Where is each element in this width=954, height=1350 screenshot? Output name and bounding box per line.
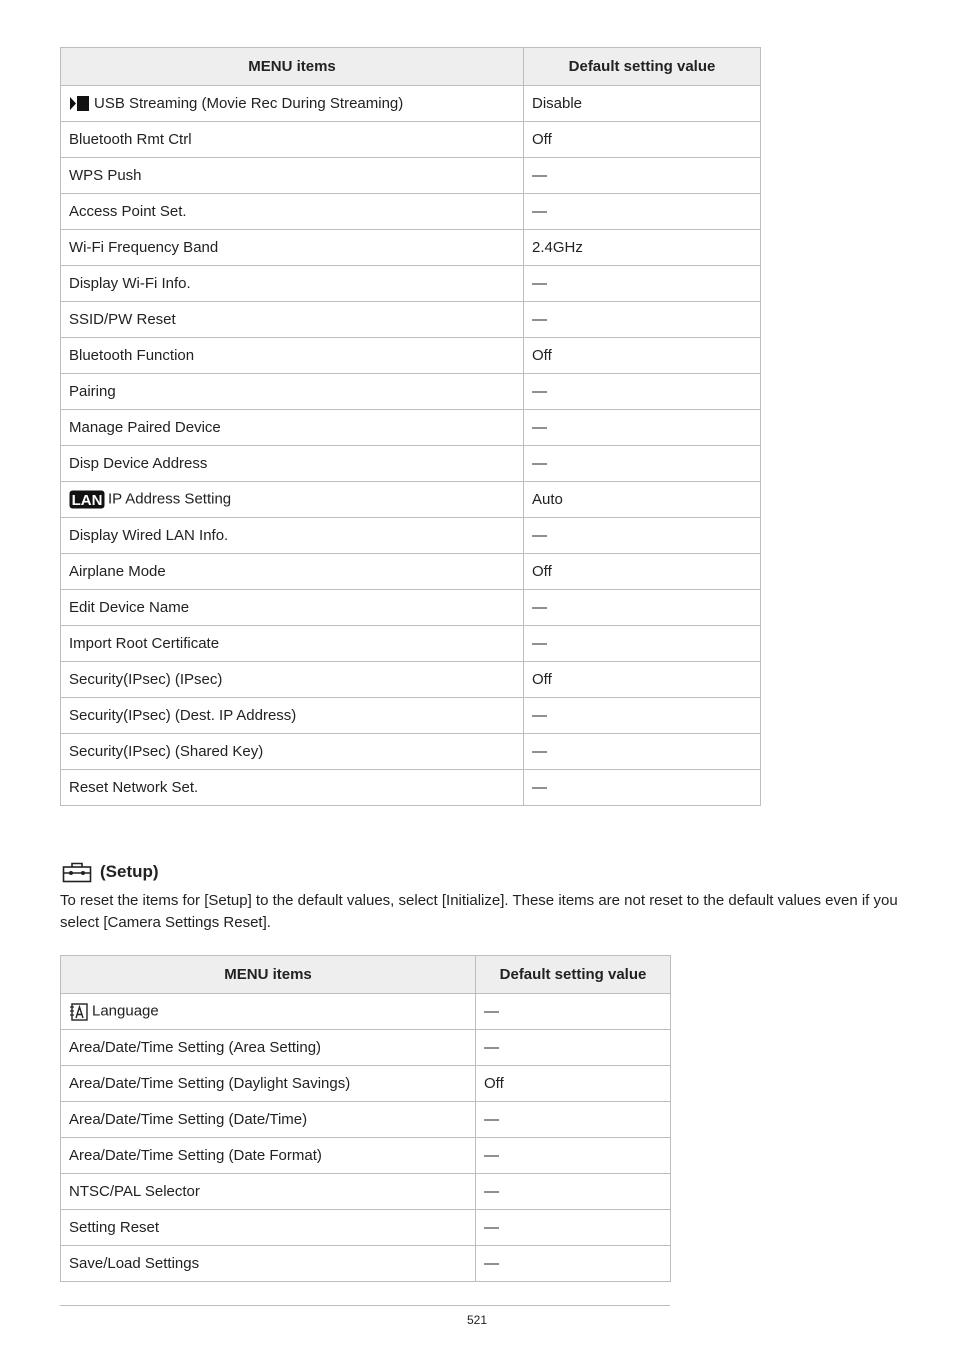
menu-item-cell: [61, 1210, 476, 1246]
menu-item-edit-device-name: Edit Device Name: [69, 599, 190, 616]
menu-item-pairing: Pairing: [69, 383, 116, 400]
table-row: [61, 446, 761, 482]
default-value-cell: —: [476, 1102, 671, 1138]
table-row: [61, 554, 761, 590]
column-header-menu-items: MENU items: [61, 956, 476, 994]
setup-settings-table: [60, 955, 671, 1282]
menu-item-cell: [61, 194, 524, 230]
menu-item-ssid-pw-reset: SSID/PW Reset: [69, 311, 176, 328]
menu-item-display-wi-fi-info: Display Wi-Fi Info.: [69, 275, 191, 292]
default-value-cell: —: [524, 266, 761, 302]
page-number: 521: [466, 1313, 488, 1327]
table-row: [61, 410, 761, 446]
menu-item-cell: [61, 518, 524, 554]
table-row: [61, 590, 761, 626]
default-value-cell: —: [524, 374, 761, 410]
menu-item-cell: [61, 302, 524, 338]
table-row: [61, 374, 761, 410]
default-value-cell: Off: [524, 554, 761, 590]
default-value-cell: —: [524, 410, 761, 446]
menu-item-cell: [61, 410, 524, 446]
table-row: [61, 230, 761, 266]
default-value-cell: —: [476, 994, 671, 1030]
default-value-cell: —: [524, 734, 761, 770]
default-value-cell: —: [524, 158, 761, 194]
default-value-cell: —: [524, 626, 761, 662]
menu-item-import-root-certificate: Import Root Certificate: [69, 635, 220, 652]
menu-item-cell: [61, 994, 476, 1030]
menu-item-wps-push: WPS Push: [69, 167, 142, 184]
table-row: [61, 518, 761, 554]
table-header-row: [61, 48, 761, 86]
default-value-cell: —: [524, 698, 761, 734]
default-value-cell: —: [476, 1030, 671, 1066]
setup-section-title: [62, 861, 159, 883]
default-value-cell: —: [524, 446, 761, 482]
menu-item-language: Language: [92, 1002, 159, 1020]
table-row: [61, 1138, 671, 1174]
default-value-cell: Off: [476, 1066, 671, 1102]
menu-item-cell: [61, 122, 524, 158]
menu-item-cell: [61, 158, 524, 194]
lan-icon: [69, 490, 105, 509]
column-header-menu-items: MENU items: [61, 48, 524, 86]
footer-divider: [60, 1305, 670, 1306]
menu-item-cell: [61, 1138, 476, 1174]
setup-description: To reset the items for [Setup] to the default values, select [Initialize]. These items are not reset to the default values even if you select [Camera Settings Reset].: [60, 892, 898, 931]
table-row: [61, 266, 761, 302]
menu-item-airplane-mode: Airplane Mode: [69, 563, 166, 580]
menu-item-reset-network-set: Reset Network Set.: [69, 779, 199, 796]
default-value-cell: 2.4GHz: [524, 230, 761, 266]
menu-item-cell: [61, 626, 524, 662]
table-row: [61, 770, 761, 806]
menu-item-ip-address-setting: IP Address Setting: [108, 490, 232, 508]
menu-item-display-wired-lan-info: Display Wired LAN Info.: [69, 527, 229, 544]
default-value-cell: Disable: [524, 86, 761, 122]
menu-item-cell: [61, 734, 524, 770]
table-row: [61, 482, 761, 518]
column-header-default-value: Default setting value: [524, 48, 761, 86]
default-value-cell: Auto: [524, 482, 761, 518]
menu-item-cell: [61, 554, 524, 590]
menu-item-cell: [61, 1102, 476, 1138]
menu-item-cell: [61, 338, 524, 374]
menu-item-wi-fi-frequency-band: Wi-Fi Frequency Band: [69, 239, 219, 256]
default-value-cell: Off: [524, 122, 761, 158]
table-row: [61, 1174, 671, 1210]
network-settings-table: [60, 47, 761, 806]
menu-item-cell: [61, 590, 524, 626]
menu-item-area-date-time-setting-daylight-savings: Area/Date/Time Setting (Daylight Savings): [69, 1075, 351, 1092]
default-value-cell: Off: [524, 338, 761, 374]
menu-item-cell: [61, 698, 524, 734]
table-row: [61, 338, 761, 374]
menu-item-bluetooth-function: Bluetooth Function: [69, 347, 195, 364]
menu-item-cell: [61, 230, 524, 266]
menu-item-usb-streaming-movie-rec-during-streaming: USB Streaming (Movie Rec During Streaming): [94, 94, 404, 112]
default-value-cell: —: [524, 590, 761, 626]
streaming-icon: [69, 95, 91, 112]
menu-item-area-date-time-setting-date-format: Area/Date/Time Setting (Date Format): [69, 1147, 322, 1164]
toolbox-icon: [62, 861, 92, 883]
svg-text:LAN: LAN: [71, 492, 103, 509]
table-row: [61, 194, 761, 230]
menu-item-cell: [61, 1066, 476, 1102]
table-row: [61, 1246, 671, 1282]
default-value-cell: —: [524, 518, 761, 554]
default-value-cell: —: [524, 194, 761, 230]
table-row: [61, 86, 761, 122]
default-value-cell: —: [476, 1246, 671, 1282]
default-value-cell: —: [476, 1210, 671, 1246]
menu-item-ntsc-pal-selector: NTSC/PAL Selector: [69, 1183, 200, 1200]
default-value-cell: Off: [524, 662, 761, 698]
menu-item-area-date-time-setting-date-time: Area/Date/Time Setting (Date/Time): [69, 1111, 308, 1128]
menu-item-setting-reset: Setting Reset: [69, 1219, 160, 1236]
table-row: [61, 662, 761, 698]
menu-item-security-ipsec-dest-ip-address: Security(IPsec) (Dest. IP Address): [69, 707, 297, 724]
language-icon: [69, 1002, 89, 1021]
table-row: [61, 302, 761, 338]
menu-item-cell: [61, 1030, 476, 1066]
menu-item-cell: [61, 446, 524, 482]
menu-item-disp-device-address: Disp Device Address: [69, 455, 208, 472]
menu-item-security-ipsec-shared-key: Security(IPsec) (Shared Key): [69, 743, 264, 760]
table-header-row: [61, 956, 671, 994]
menu-item-cell: [61, 482, 524, 518]
menu-item-cell: [61, 1246, 476, 1282]
table-row: [61, 626, 761, 662]
table-row: [61, 158, 761, 194]
menu-item-save-load-settings: Save/Load Settings: [69, 1255, 200, 1272]
menu-item-manage-paired-device: Manage Paired Device: [69, 419, 221, 436]
menu-item-access-point-set: Access Point Set.: [69, 203, 187, 220]
table-row: [61, 698, 761, 734]
menu-item-cell: [61, 770, 524, 806]
table-row: [61, 122, 761, 158]
default-value-cell: —: [476, 1138, 671, 1174]
menu-item-cell: [61, 86, 524, 122]
table-row: [61, 1066, 671, 1102]
table-row: [61, 734, 761, 770]
menu-item-security-ipsec-ipsec: Security(IPsec) (IPsec): [69, 671, 223, 688]
menu-item-cell: [61, 662, 524, 698]
default-value-cell: —: [524, 770, 761, 806]
table-row: [61, 994, 671, 1030]
table-row: [61, 1030, 671, 1066]
default-value-cell: —: [524, 302, 761, 338]
menu-item-bluetooth-rmt-ctrl: Bluetooth Rmt Ctrl: [69, 131, 192, 148]
menu-item-cell: [61, 1174, 476, 1210]
column-header-default-value: Default setting value: [476, 956, 671, 994]
table-row: [61, 1102, 671, 1138]
menu-item-cell: [61, 266, 524, 302]
default-value-cell: —: [476, 1174, 671, 1210]
menu-item-area-date-time-setting-area-setting: Area/Date/Time Setting (Area Setting): [69, 1039, 322, 1056]
setup-title-text: (Setup): [100, 862, 159, 881]
table-row: [61, 1210, 671, 1246]
menu-item-cell: [61, 374, 524, 410]
